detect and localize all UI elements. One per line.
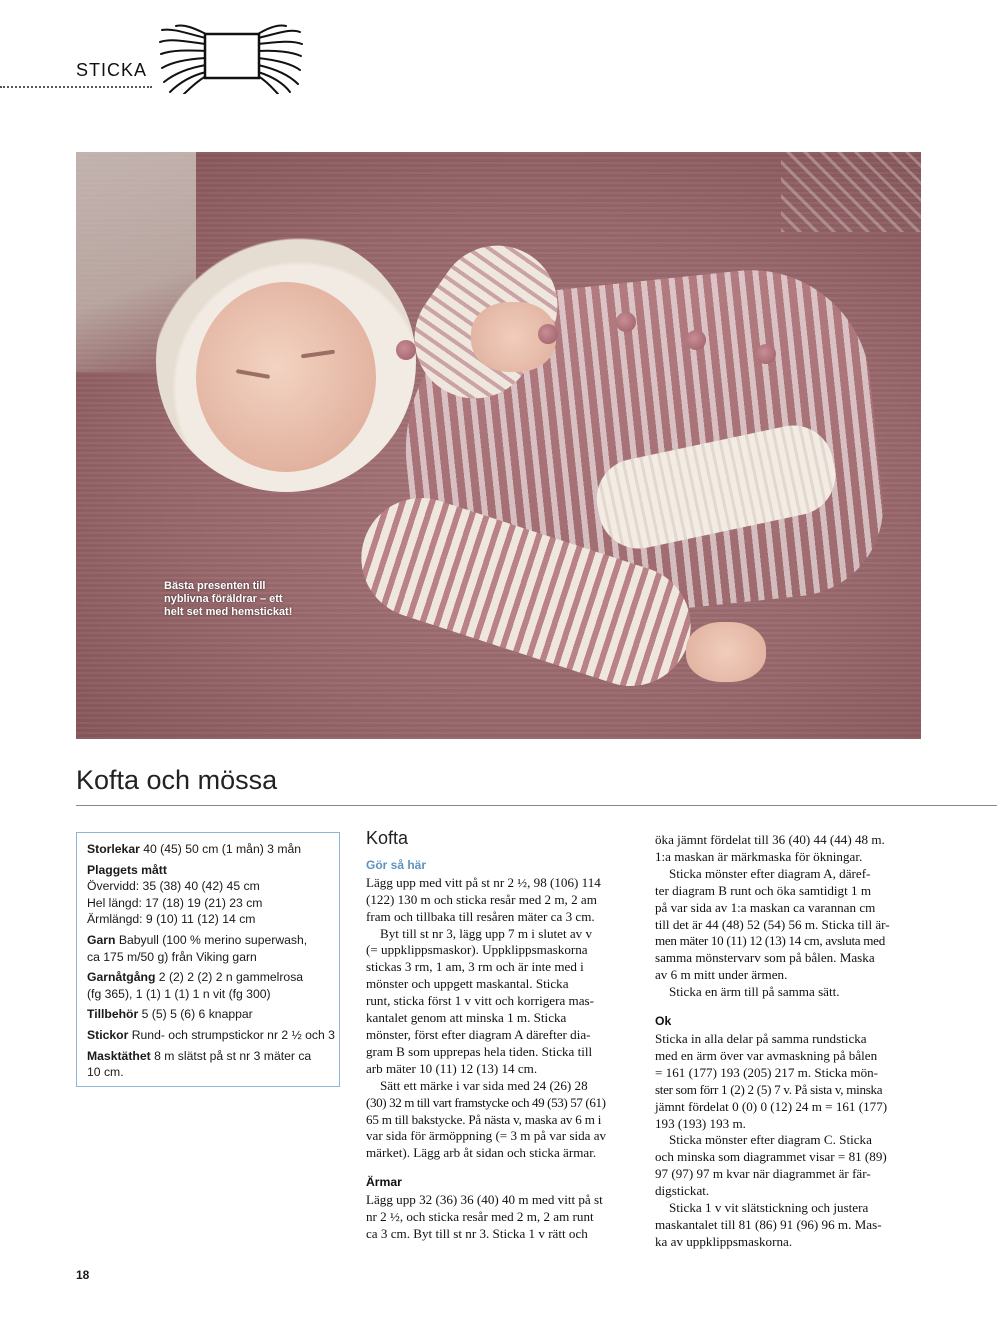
section-label: STICKA	[76, 60, 148, 80]
fact-yarn-amount-cont: (fg 365), 1 (1) 1 (1) 1 n vit (fg 300)	[87, 986, 271, 1001]
paragraph	[655, 1031, 925, 1132]
fact-label: Masktäthet	[87, 1048, 151, 1063]
text-line: Sticka 1 v vit slätstickning och justera	[669, 1200, 869, 1216]
instructions-column-2	[655, 832, 925, 1251]
text-line: jämnt fördelat 0 (0) 0 (12) 24 m = 161 (177)	[655, 1098, 888, 1114]
text-line: digstickat.	[655, 1183, 710, 1199]
text-line: märket). Lägg arb åt sidan och sticka ärmar.	[366, 1145, 597, 1161]
paragraph	[366, 926, 636, 1078]
fact-label: Plaggets mått	[87, 862, 167, 877]
paragraph	[655, 832, 925, 866]
fact-label: Storlekar	[87, 842, 140, 856]
photo-baby-face	[196, 282, 376, 472]
text-line: (= uppklippsmaskor). Uppklippsmaskorna	[366, 942, 588, 958]
fact-notions	[87, 1006, 331, 1023]
text-line: Sticka in alla delar på samma rundsticka	[655, 1030, 867, 1046]
text-line: 1:a maskan är märkmaska för ökningar.	[655, 848, 863, 864]
photo-button	[538, 324, 558, 344]
text-line: men mäter 10 (11) 12 (13) 14 cm, avsluta med	[655, 933, 885, 949]
paragraph	[366, 1078, 636, 1163]
text-line: Lägg upp med vitt på st nr 2 ½, 98 (106) 114	[366, 874, 601, 890]
text-line: var sida för ärmöppning (= 3 m på var sida av	[366, 1128, 607, 1144]
text-line: fram och tillbaka till resåren mäter ca 3 cm.	[366, 908, 595, 924]
fact-measure-length: Hel längd: 17 (18) 19 (21) 23 cm	[87, 895, 263, 910]
sleeves-heading: Ärmar	[366, 1175, 402, 1190]
text-line: Sätt ett märke i var sida med 24 (26) 28	[380, 1077, 588, 1093]
text-line: och minska som diagrammet visar = 81 (89)	[655, 1149, 887, 1165]
fact-label: Garnåtgång	[87, 970, 156, 985]
title-rule	[76, 805, 997, 806]
photo-button	[686, 330, 706, 350]
text-line: maskantalet till 81 (86) 91 (96) 96 m. Mas-	[655, 1216, 882, 1232]
text-line: Sticka mönster efter diagram A, däref-	[669, 865, 871, 881]
paragraph	[655, 1132, 925, 1200]
fact-needles	[87, 1027, 335, 1044]
text-line: Sticka mönster efter diagram C. Sticka	[669, 1132, 872, 1148]
text-line: samma mönstervarv som på bålen. Maska	[655, 950, 875, 966]
paragraph	[366, 875, 636, 926]
text-line: på var sida av 1:a maskan ca varannan cm	[655, 899, 876, 915]
text-line: ter diagram B runt och öka samtidigt 1 m	[655, 882, 872, 898]
text-line: nr 2 ½, och sticka resår med 2 m, 2 am runt	[366, 1209, 594, 1225]
fact-label: Tillbehör	[87, 1007, 139, 1022]
paragraph	[655, 1200, 925, 1251]
fact-measure-chest: Övervidd: 35 (38) 40 (42) 45 cm	[87, 879, 260, 894]
fact-measurements-label	[87, 862, 331, 879]
fact-gauge-cont: 10 cm.	[87, 1065, 124, 1080]
photo-button	[616, 312, 636, 332]
facts-box	[76, 832, 340, 1087]
kofta-heading: Kofta	[366, 828, 409, 848]
text-line: runt, sticka först 1 v vitt och korrigera mas-	[366, 993, 594, 1009]
fact-label: Stickor	[87, 1027, 129, 1042]
fact-value: 8 m slätst på st nr 3 mäter ca	[154, 1048, 312, 1063]
text-line: till det är 44 (48) 52 (54) 56 m. Sticka till är-	[655, 916, 890, 932]
text-line: ka av uppklippsmaskorna.	[655, 1233, 793, 1249]
fact-value: Babyull (100 % merino superwash,	[118, 932, 308, 947]
fact-value: 40 (45) 50 cm (1 mån) 3 mån	[143, 842, 302, 856]
text-line: 65 m till bakstycke. På nästa v, maska av 6 m i	[366, 1111, 602, 1127]
text-line: Sticka en ärm till på samma sätt.	[669, 984, 840, 1000]
text-line: 193 (193) 193 m.	[655, 1115, 746, 1131]
page-number: 18	[76, 1268, 90, 1282]
text-line: mönster, först efter diagram A därefter dia-	[366, 1026, 591, 1042]
header-dotted-rule	[0, 86, 152, 88]
text-line: gram B som upprepas hela tiden. Sticka till	[366, 1043, 593, 1059]
paragraph	[655, 984, 925, 1001]
text-line: (122) 130 m och sticka resår med 2 m, 2 am	[366, 891, 597, 907]
paragraph	[655, 866, 925, 984]
fact-sizes	[87, 841, 331, 858]
fact-value: Rund- och strumpstickor nr 2 ½ och 3	[131, 1027, 335, 1042]
text-line: arb mäter 10 (11) 12 (13) 14 cm.	[366, 1060, 538, 1076]
fact-measure-sleeve: Ärmlängd: 9 (10) 11 (12) 14 cm	[87, 912, 256, 927]
article-title: Kofta och mössa	[76, 765, 278, 795]
fact-value: 5 (5) 5 (6) 6 knappar	[141, 1007, 253, 1022]
text-line: kantalet genom att minska 1 m. Sticka	[366, 1010, 567, 1026]
fact-yarn-amount	[87, 969, 331, 986]
text-line: Byt till st nr 3, lägg upp 7 m i slutet av v	[380, 925, 593, 941]
fact-yarn-cont: ca 175 m/50 g) från Viking garn	[87, 949, 257, 964]
fact-gauge	[87, 1048, 331, 1065]
baby-photo	[76, 152, 921, 739]
text-line: mönster och uppgett maskantal. Sticka	[366, 976, 569, 992]
photo-blanket-motif	[781, 152, 921, 232]
photo-hand-lower	[686, 622, 766, 682]
text-line: öka jämnt fördelat till 36 (40) 44 (44) 48 m.	[655, 832, 885, 847]
photo-caption: Bästa presenten till nyblivna föräldrar – ett helt set med hemstickat!	[164, 580, 293, 618]
text-line: med en ärm över var avmaskning på bålen	[655, 1047, 878, 1063]
text-line: stickas 3 rm, 1 am, 3 rm och är inte med i	[366, 959, 584, 975]
text-line: = 161 (177) 193 (205) 217 m. Sticka mön-	[655, 1064, 879, 1080]
paragraph	[366, 1192, 636, 1243]
text-line: av 6 m mitt under ärmen.	[655, 967, 788, 983]
photo-button	[756, 344, 776, 364]
text-line: 97 (97) 97 m kvar när diagrammet är fär-	[655, 1166, 871, 1182]
text-line: ca 3 cm. Byt till st nr 3. Sticka 1 v rätt och	[366, 1225, 588, 1241]
fact-value: 2 (2) 2 (2) 2 n gammelrosa	[158, 970, 304, 985]
text-line: (30) 32 m till vart framstycke och 49 (53) 57 (61)	[366, 1094, 606, 1110]
fact-yarn	[87, 932, 331, 949]
yoke-heading: Ok	[655, 1014, 672, 1029]
how-to-heading: Gör så här	[366, 857, 427, 872]
yarn-skein-icon	[158, 24, 303, 94]
instructions-column-1	[366, 830, 636, 1243]
text-line: ster som förr 1 (2) 2 (5) 7 v. På sista v, minska	[655, 1081, 883, 1097]
fact-label: Garn	[87, 932, 116, 947]
text-line: Lägg upp 32 (36) 36 (40) 40 m med vitt på st	[366, 1192, 603, 1208]
photo-button	[396, 340, 416, 360]
